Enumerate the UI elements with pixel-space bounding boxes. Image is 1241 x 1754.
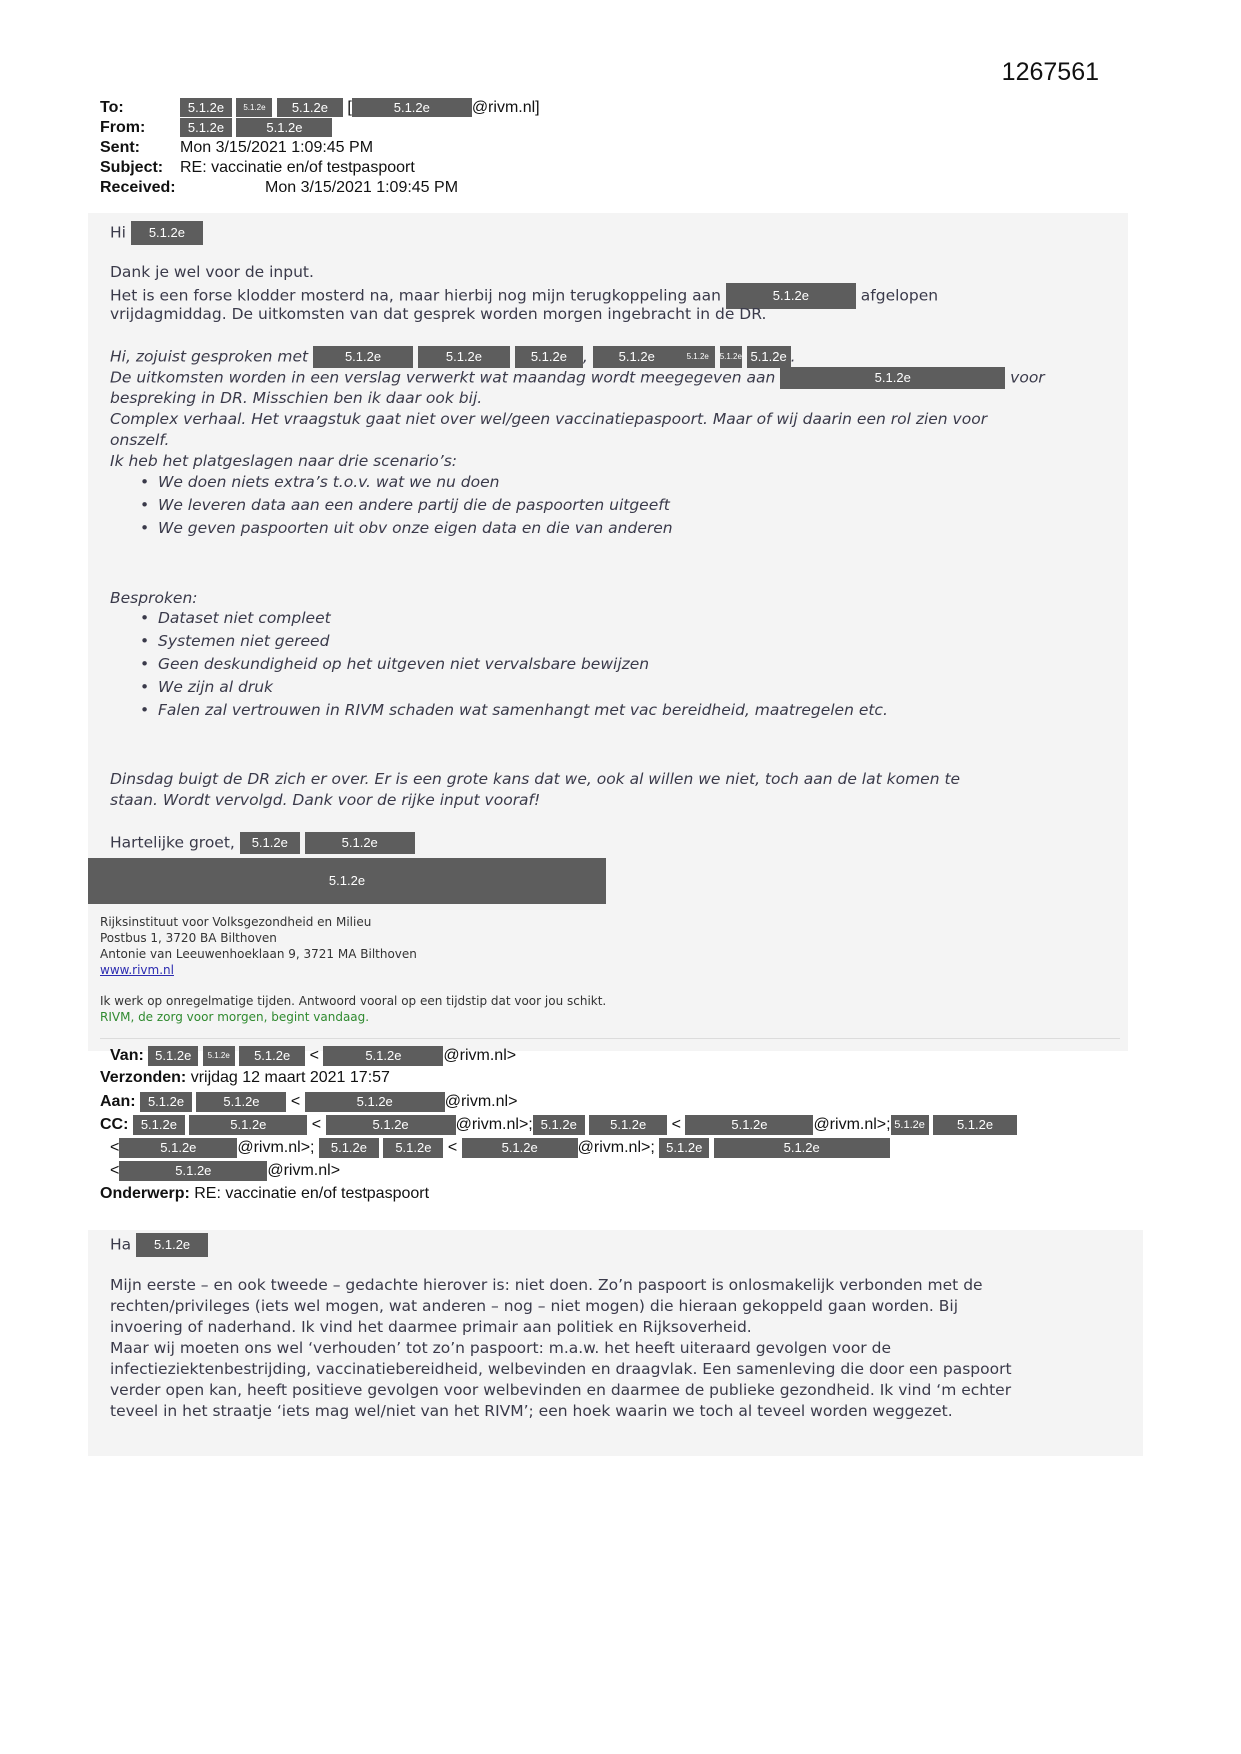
regards-line bbox=[110, 832, 415, 854]
to-suffix: @rivm.nl] bbox=[471, 99, 540, 116]
redaction-box: 5.1.2e bbox=[326, 1115, 456, 1135]
aan-label: Aan: bbox=[100, 1093, 136, 1111]
redaction-signature-block: 5.1.2e bbox=[88, 858, 606, 904]
quote-line: bespreking in DR. Misschien ben ik daar ook bij. bbox=[110, 389, 483, 407]
cc-suffix: @rivm.nl>; bbox=[577, 1139, 655, 1157]
lt: < bbox=[447, 1139, 458, 1157]
website-link[interactable]: www.rivm.nl bbox=[100, 963, 174, 977]
redaction-box: 5.1.2e bbox=[180, 118, 232, 137]
quote-text: voor bbox=[1010, 368, 1045, 387]
besproken-label: Besproken: bbox=[110, 589, 198, 607]
besproken-item: • Systemen niet gereed bbox=[158, 632, 329, 650]
greeting bbox=[110, 221, 203, 245]
redaction-box: 5.1.2e bbox=[747, 346, 791, 368]
redaction-box: 5.1.2e bbox=[305, 832, 415, 854]
regards-text: Hartelijke groet, bbox=[110, 833, 235, 852]
from-row bbox=[100, 118, 540, 138]
received-label: Received: bbox=[100, 179, 176, 196]
signature-slogan: RIVM, de zorg voor morgen, begint vandaag. bbox=[100, 1010, 370, 1024]
onderwerp-label: Onderwerp: bbox=[100, 1185, 190, 1202]
verzonden-value: vrijdag 12 maart 2021 17:57 bbox=[190, 1069, 390, 1086]
scenario-item: • We doen niets extra’s t.o.v. wat we nu doen bbox=[158, 473, 499, 491]
lt: < bbox=[311, 1116, 322, 1134]
onderwerp-value: RE: vaccinatie en/of testpaspoort bbox=[194, 1185, 430, 1202]
lt: < bbox=[671, 1116, 681, 1134]
redaction-box: 5.1.2e bbox=[240, 832, 300, 854]
body-text: afgelopen bbox=[860, 286, 939, 305]
redaction-box: 5.1.2e bbox=[933, 1115, 1017, 1135]
redaction-box: 5.1.2e bbox=[515, 346, 583, 368]
cc-suffix: @rivm.nl> bbox=[267, 1162, 341, 1180]
to-bracket: [ bbox=[347, 99, 352, 116]
cc-suffix: @rivm.nl>; bbox=[455, 1116, 533, 1134]
van-label: Van: bbox=[110, 1047, 144, 1065]
besproken-item: • Geen deskundigheid op het uitgeven niet vervalsbare bewijzen bbox=[158, 655, 649, 673]
email-header bbox=[100, 98, 540, 198]
verzonden-row bbox=[100, 1069, 390, 1087]
redaction-box: 5.1.2e bbox=[236, 118, 332, 137]
redaction-box: 5.1.2e bbox=[780, 367, 1005, 389]
signature-postbus: Postbus 1, 3720 BA Bilthoven bbox=[100, 931, 277, 945]
quote-line: onszelf. bbox=[110, 431, 170, 449]
redaction-box: 5.1.2e bbox=[236, 98, 272, 117]
quote-line: Hi, zojuist gesproken met 5.1.2e 5.1.2e 5.1.2e , 5.1.2e 5.1.2e 5.1.2e 5.1.2e . bbox=[110, 346, 796, 368]
cc-suffix: @rivm.nl>; bbox=[237, 1139, 315, 1157]
redaction-box: 5.1.2e bbox=[891, 1115, 929, 1135]
quote-text: De uitkomsten worden in een verslag verwerkt wat maandag wordt meegegeven aan bbox=[110, 368, 776, 387]
to-row bbox=[100, 98, 540, 118]
body-line: Maar wij moeten ons wel ‘verhouden’ tot zo’n paspoort: m.a.w. het heeft uiteraard gevolgen voor de bbox=[110, 1339, 891, 1357]
redaction-box: 5.1.2e bbox=[131, 221, 203, 245]
subject-label: Subject: bbox=[100, 159, 164, 176]
redaction-box: 5.1.2e bbox=[239, 1046, 305, 1066]
redaction-box: 5.1.2e bbox=[714, 1138, 890, 1158]
redaction-box: 5.1.2e bbox=[383, 1138, 443, 1158]
redaction-box: 5.1.2e bbox=[352, 98, 472, 117]
subject-value: RE: vaccinatie en/of testpaspoort bbox=[180, 159, 415, 176]
redaction-box: 5.1.2e bbox=[277, 98, 343, 117]
redaction-box: 5.1.2e bbox=[418, 346, 510, 368]
quote-line: Ik heb het platgeslagen naar drie scenario’s: bbox=[110, 452, 458, 470]
received-row bbox=[100, 178, 540, 198]
onderwerp-row bbox=[100, 1185, 429, 1203]
body-line: vrijdagmiddag. De uitkomsten van dat gesprek worden morgen ingebracht in de DR. bbox=[110, 305, 767, 323]
body-line: Mijn eerste – en ook tweede – gedachte hierover is: niet doen. Zo’n paspoort is onlosmakelijk verbonden met de bbox=[110, 1276, 983, 1294]
aan-suffix: @rivm.nl> bbox=[444, 1093, 518, 1111]
subject-row bbox=[100, 158, 540, 178]
body-line: rechten/privileges (iets wel mogen, wat anderen – nog – niet mogen) die hieraan gekoppeld gaan worden. Bij bbox=[110, 1297, 958, 1315]
redaction-box: 5.1.2e bbox=[462, 1138, 578, 1158]
redaction-box: 5.1.2e bbox=[681, 346, 715, 368]
redaction-box: 5.1.2e bbox=[593, 346, 681, 368]
besproken-item: • Falen zal vertrouwen in RIVM schaden wat samenhangt met vac bereidheid, maatregelen etc. bbox=[158, 701, 888, 719]
lt: < bbox=[309, 1047, 319, 1065]
redaction-box: 5.1.2e bbox=[148, 1046, 198, 1066]
aan-row bbox=[100, 1092, 517, 1112]
received-value: Mon 3/15/2021 1:09:45 PM bbox=[265, 179, 459, 196]
signature-org: Rijksinstituut voor Volksgezondheid en Milieu bbox=[100, 915, 372, 929]
greeting-text: Hi bbox=[110, 223, 126, 242]
cc-label: CC: bbox=[100, 1116, 129, 1134]
redaction-box: 5.1.2e bbox=[189, 1115, 307, 1135]
closing-line: staan. Wordt vervolgd. Dank voor de rijke input vooraf! bbox=[110, 791, 541, 809]
closing-line: Dinsdag buigt de DR zich er over. Er is een grote kans dat we, ook al willen we niet, toch aan de lat komen te bbox=[110, 770, 961, 788]
redaction-box: 5.1.2e bbox=[726, 283, 856, 309]
redaction-box: 5.1.2e bbox=[659, 1138, 709, 1158]
cc-row-cont bbox=[110, 1161, 340, 1181]
quote-line: Complex verhaal. Het vraagstuk gaat niet over wel/geen vaccinatiepaspoort. Maar of wij daarin een rol zien voor bbox=[110, 410, 988, 428]
verzonden-label: Verzonden: bbox=[100, 1069, 187, 1086]
quote-text: Hi, zojuist gesproken met bbox=[110, 347, 309, 366]
cc-suffix: @rivm.nl>; bbox=[813, 1116, 891, 1134]
sent-label: Sent: bbox=[100, 139, 140, 156]
redaction-box: 5.1.2e bbox=[323, 1046, 443, 1066]
redaction-box: 5.1.2e bbox=[720, 346, 742, 368]
redaction-box: 5.1.2e bbox=[685, 1115, 813, 1135]
redaction-box: 5.1.2e bbox=[136, 1233, 208, 1257]
scenario-item: • We leveren data aan een andere partij die de paspoorten uitgeeft bbox=[158, 496, 670, 514]
body-line: invoering of naderhand. Ik vind het daarmee primair aan politiek en Rijksoverheid. bbox=[110, 1318, 752, 1336]
sent-value: Mon 3/15/2021 1:09:45 PM bbox=[180, 139, 374, 156]
redaction-box: 5.1.2e bbox=[589, 1115, 667, 1135]
redaction-box: 5.1.2e bbox=[305, 1092, 445, 1112]
cc-row bbox=[100, 1115, 1017, 1135]
body-text: Het is een forse klodder mosterd na, maar hierbij nog mijn terugkoppeling aan bbox=[110, 286, 721, 305]
to-label: To: bbox=[100, 99, 124, 116]
body-line: Dank je wel voor de input. bbox=[110, 263, 314, 281]
besproken-item: • We zijn al druk bbox=[158, 678, 273, 696]
van-row bbox=[110, 1046, 516, 1066]
redaction-box: 5.1.2e bbox=[140, 1092, 192, 1112]
redaction-box: 5.1.2e bbox=[203, 1046, 235, 1066]
body-line: infectieziektenbestrijding, vaccinatiebereidheid, welbevinden en draagvlak. Een samenleving die door een paspoort bbox=[110, 1360, 1012, 1378]
signature-hours-note: Ik werk op onregelmatige tijden. Antwoord vooral op een tijdstip dat voor jou schikt. bbox=[100, 994, 607, 1008]
lt: < bbox=[290, 1093, 301, 1111]
besproken-item: • Dataset niet compleet bbox=[158, 609, 331, 627]
document-number: 1267561 bbox=[1001, 58, 1099, 86]
redaction-box: 5.1.2e bbox=[119, 1161, 267, 1181]
redaction-box: 5.1.2e bbox=[119, 1138, 237, 1158]
lt: < bbox=[110, 1162, 120, 1180]
cc-row-cont bbox=[110, 1138, 890, 1158]
quote-line bbox=[110, 367, 1045, 389]
scenario-item: • We geven paspoorten uit obv onze eigen data en die van anderen bbox=[158, 519, 673, 537]
body-line: verder open kan, heeft positieve gevolgen voor welbevinden en daarmee de publieke gezondheid. Ik vind ‘m echter bbox=[110, 1381, 1012, 1399]
redaction-box: 5.1.2e bbox=[133, 1115, 185, 1135]
body-line: teveel in het straatje ‘iets mag wel/niet van het RIVM’; een hoek waarin we toch al teveel worden weggezet. bbox=[110, 1402, 953, 1420]
greeting-text: Ha bbox=[110, 1235, 132, 1254]
redaction-box: 5.1.2e bbox=[196, 1092, 286, 1112]
redaction-box: 5.1.2e bbox=[319, 1138, 379, 1158]
redaction-box: 5.1.2e bbox=[313, 346, 413, 368]
sent-row bbox=[100, 138, 540, 158]
redaction-box: 5.1.2e bbox=[533, 1115, 585, 1135]
greeting bbox=[110, 1233, 208, 1257]
signature-address: Antonie van Leeuwenhoeklaan 9, 3721 MA Bilthoven bbox=[100, 947, 417, 961]
van-suffix: @rivm.nl> bbox=[443, 1047, 517, 1065]
divider bbox=[100, 1038, 1120, 1039]
from-label: From: bbox=[100, 119, 146, 136]
lt: < bbox=[110, 1139, 120, 1157]
redaction-box: 5.1.2e bbox=[180, 98, 232, 117]
